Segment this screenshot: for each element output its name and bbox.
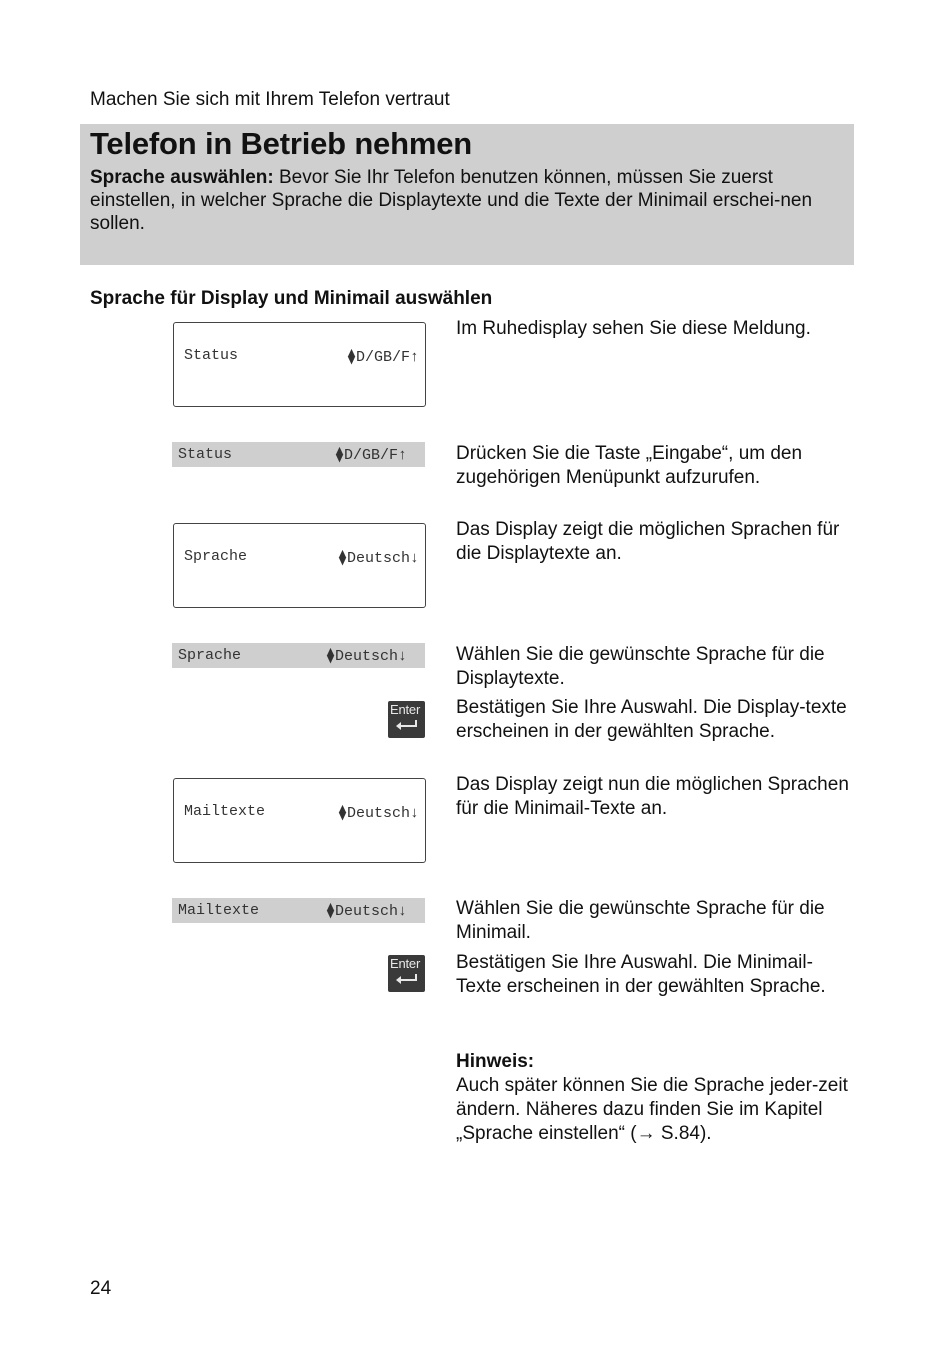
sprache-display-label: Sprache — [184, 548, 248, 565]
enter-key[interactable] — [388, 701, 425, 738]
status-menu-bar — [172, 442, 425, 467]
intro-lead-bold: Sprache auswählen: — [90, 167, 274, 188]
intro-paragraph — [90, 166, 840, 235]
mailtexte-display-label: Mailtexte — [184, 803, 266, 820]
mailtexte-menu-bar-label: Mailtexte — [178, 902, 260, 919]
step-confirm-display-language: Bestätigen Sie Ihre Auswahl. Die Display-texte erscheinen in der gewählten Sprache. — [456, 697, 847, 742]
mailtexte-display — [173, 778, 426, 863]
step-confirm-minimail-language: Bestätigen Sie Ihre Auswahl. Die Minimail-Texte erscheinen in der gewählten Sprache. — [456, 952, 826, 997]
return-arrow-icon — [395, 973, 419, 985]
step-press-enter: Drücken Sie die Taste „Eingabe“, um den zugehörigen Menüpunkt aufzurufen. — [456, 443, 803, 488]
section-heading: Sprache für Display und Minimail auswählen — [90, 288, 493, 309]
mailtexte-menu-bar — [172, 898, 425, 923]
mailtexte-menu-bar-value: ⧫Deutsch↓ — [325, 903, 407, 920]
note-text: Auch später können Sie die Sprache jeder-zeit ändern. Näheres dazu finden Sie im Kapitel „Sprache einstellen“ (→ S.84). — [456, 1075, 848, 1144]
enter-key-label: Enter — [390, 702, 421, 717]
sprache-display-value: ⧫Deutsch↓ — [337, 550, 419, 567]
status-display-value: ⧫D/GB/F↑ — [346, 349, 419, 366]
sprache-menu-bar-label: Sprache — [178, 647, 242, 664]
status-display-label: Status — [184, 347, 239, 364]
status-display — [173, 322, 426, 407]
status-menu-bar-label: Status — [178, 446, 233, 463]
enter-key[interactable] — [388, 955, 425, 992]
enter-key-label: Enter — [390, 956, 421, 971]
intro-box — [80, 124, 854, 265]
sprache-display — [173, 523, 426, 608]
running-header: Machen Sie sich mit Ihrem Telefon vertraut — [90, 89, 450, 110]
step-idle-display: Im Ruhedisplay sehen Sie diese Meldung. — [456, 318, 811, 339]
step-select-minimail-language: Wählen Sie die gewünschte Sprache für die Minimail. — [456, 898, 825, 943]
intro-lead-text: Bevor Sie Ihr Telefon benutzen können, müssen Sie zuerst einstellen, in welcher Sprache die Displaytexte und die Texte der Minimail erschei-nen sollen. — [90, 167, 813, 234]
step-language-options: Das Display zeigt die möglichen Sprachen für die Displaytexte an. — [456, 519, 840, 564]
page-title: Telefon in Betrieb nehmen — [90, 126, 472, 161]
mailtexte-display-value: ⧫Deutsch↓ — [337, 805, 419, 822]
note-block — [456, 1050, 856, 1146]
sprache-menu-bar — [172, 643, 425, 668]
page-number: 24 — [90, 1278, 112, 1299]
sprache-menu-bar-value: ⧫Deutsch↓ — [325, 648, 407, 665]
step-select-display-language: Wählen Sie die gewünschte Sprache für die Displaytexte. — [456, 644, 825, 689]
status-menu-bar-value: ⧫D/GB/F↑ — [334, 447, 407, 464]
return-arrow-icon — [395, 719, 419, 731]
step-minimail-options: Das Display zeigt nun die möglichen Sprachen für die Minimail-Texte an. — [456, 774, 849, 819]
note-title: Hinweis: — [456, 1051, 535, 1072]
